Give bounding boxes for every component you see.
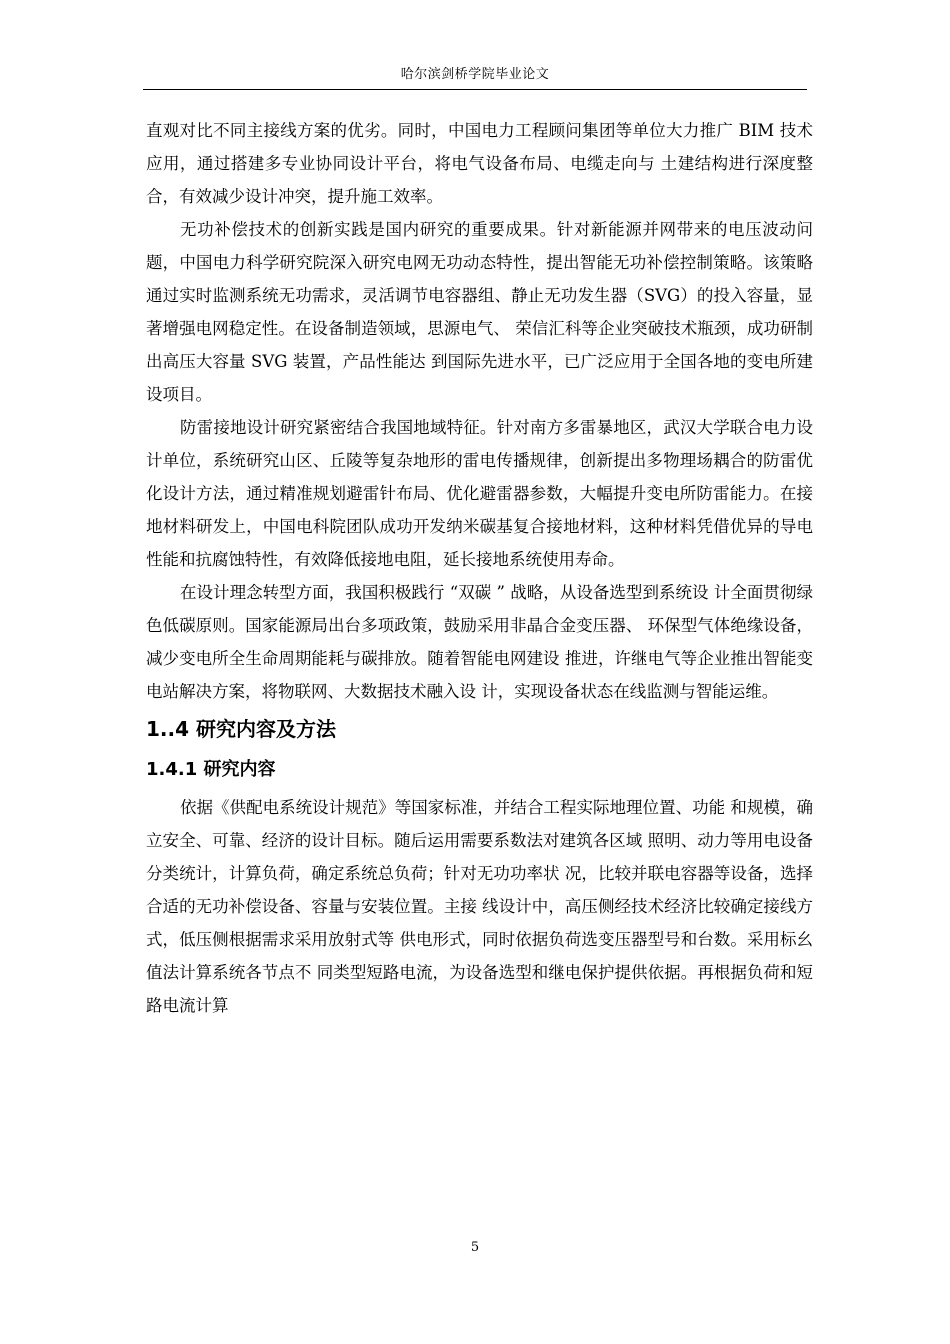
body-text: [146, 114, 813, 1022]
running-header: 哈尔滨剑桥学院毕业论文: [400, 67, 550, 82]
paragraph-research-content: 依据《供配电系统设计规范》等国家标准，并结合工程实际地理位置、功能 和规模，确立安全、可靠、经济的设计目标。随后运用需要系数法对建筑各区域 照明、动力等用电设备分类统计，计算负荷，确定系统总负荷；针对无功功率状 况，比较并联电容器等设备，选择合适的无功补偿设备、容量与安装位置。主接 线设计中，高压侧经技术经济比较确定接线方式，低压侧根据需求采用放射式等 供电形式，同时依据负荷选变压器型号和台数。采用标幺值法计算系统各节点不 同类型短路电流，为设备选型和继电保护提供依据。再根据负荷和短路电流计算: [146, 798, 813, 1015]
section-heading: 1..4 研究内容及方法: [146, 717, 336, 741]
subsection-heading: 1.4.1 研究内容: [146, 759, 276, 780]
paragraph-continued: 直观对比不同主接线方案的优劣。同时，中国电力工程顾问集团等单位大力推广 BIM 技术应用，通过搭建多专业协同设计平台，将电气设备布局、电缆走向与 土建结构进行深度整合，有效减少设计冲突，提升施工效率。: [146, 121, 813, 206]
paragraph-lightning-grounding: 防雷接地设计研究紧密结合我国地域特征。针对南方多雷暴地区，武汉大学联合电力设计单位，系统研究山区、丘陵等复杂地形的雷电传播规律，创新提出多物理场耦合的防雷优化设计方法，通过精准规划避雷针布局、优化避雷器参数，大幅提升变电所防雷能力。在接地材料研发上，中国电科院团队成功开发纳米碳基复合接地材料，这种材料凭借优异的导电性能和抗腐蚀特性，有效降低接地电阻，延长接地系统使用寿命。: [146, 418, 813, 569]
header-rule: [143, 89, 807, 90]
paragraph-reactive-compensation: 无功补偿技术的创新实践是国内研究的重要成果。针对新能源并网带来的电压波动问题，中国电力科学研究院深入研究电网无功动态特性，提出智能无功补偿控制策略。该策略通过实时监测系统无功需求，灵活调节电容器组、静止无功发生器（SVG）的投入容量，显著增强电网稳定性。在设备制造领域，思源电气、 荣信汇科等企业突破技术瓶颈，成功研制出高压大容量 SVG 装置，产品性能达 到国际先进水平，已广泛应用于全国各地的变电所建设项目。: [146, 220, 813, 404]
page-number: 5: [470, 1240, 480, 1255]
paragraph-low-carbon: 在设计理念转型方面，我国积极践行 “双碳 ” 战略，从设备选型到系统设 计全面贯彻绿色低碳原则。国家能源局出台多项政策，鼓励采用非晶合金变压器、 环保型气体绝缘设备，减少变电所全生命周期能耗与碳排放。随着智能电网建设 推进，许继电气等企业推出智能变电站解决方案，将物联网、大数据技术融入设 计，实现设备状态在线监测与智能运维。: [146, 583, 813, 701]
